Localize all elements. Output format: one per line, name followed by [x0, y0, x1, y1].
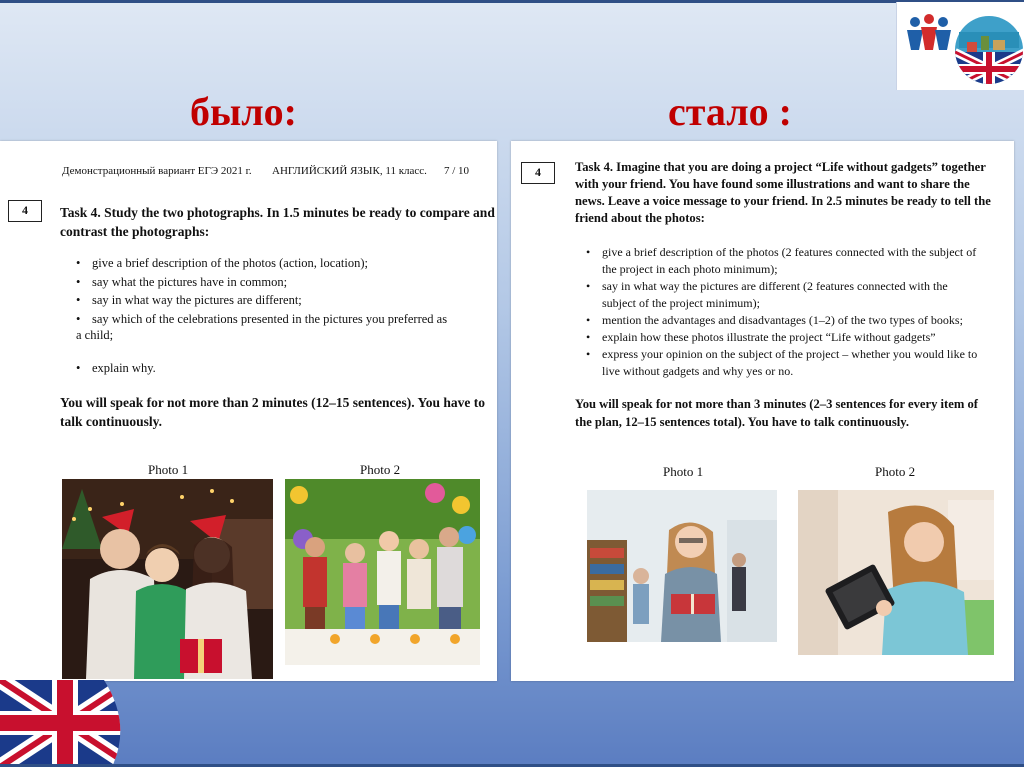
task-title-line2: contrast the photographs:: [60, 224, 210, 239]
speak-instruction-line1: You will speak for not more than 3 minutes (2–3 sentences for every item of: [575, 397, 978, 411]
uk-flag-icon: [0, 680, 132, 767]
heading-before: было:: [190, 89, 297, 134]
speak-instruction-line2: talk continuously.: [60, 414, 163, 429]
task-title-line4: friend about the photos:: [575, 211, 705, 225]
photo2-caption: Photo 2: [875, 464, 916, 479]
task-number-box: 4: [8, 200, 42, 222]
bullet-text: give a brief description of the photos (2 features connected with the subject of: [602, 245, 977, 259]
bullet-continuation: a child;: [76, 328, 114, 342]
bullet-item: • say in what way the pictures are different;: [76, 291, 476, 310]
task-bullets: [586, 244, 1006, 380]
bullet-item: • explain why.: [76, 359, 476, 378]
photo-library-reader: [587, 490, 777, 642]
bullet-item: • give a brief description of the photos (action, location);: [76, 254, 476, 273]
bullet-text-cont: live without gadgets and why yes or no.: [602, 364, 794, 378]
photo1-caption: Photo 1: [148, 462, 189, 477]
photo1-caption: Photo 1: [663, 464, 704, 479]
bullet-text: express your opinion on the subject of the project – whether you would like to: [602, 347, 978, 361]
bullet-text-cont: subject of the project minimum);: [602, 296, 760, 310]
ege-english-logo-icon: [896, 2, 1024, 90]
bullet-text: mention the advantages and disadvantages (1–2) of the two types of books;: [602, 313, 963, 327]
task-title-line2: with your friend. You have found some illustrations and want to share the: [575, 177, 970, 191]
photo-christmas-family: [62, 479, 273, 679]
task-title-line1: Task 4. Study the two photographs. In 1.5 minutes be ready to compare and: [60, 205, 495, 220]
bullet-item: [586, 312, 1006, 329]
bullet-item: • say which of the celebrations presented in the pictures you preferred as: [76, 310, 476, 329]
bullet-item: [586, 244, 1006, 278]
bullet-item: • say what the pictures have in common;: [76, 273, 476, 292]
task-bullets: [76, 254, 476, 328]
task-title-line1: Task 4. Imagine that you are doing a project “Life without gadgets” together: [575, 160, 986, 174]
speak-instruction-line2: the plan, 12–15 sentences total). You have to talk continuously.: [575, 415, 909, 429]
page-number: 7 / 10: [444, 165, 470, 177]
panel-after: [511, 141, 1014, 681]
top-accent-line: [0, 0, 1024, 3]
photo2-caption: Photo 2: [360, 462, 401, 477]
bullet-item: [586, 329, 1006, 346]
task-number-box: 4: [521, 162, 555, 184]
bullet-text-cont: the project in each photo minimum);: [602, 262, 778, 276]
photo-tablet-reader: [798, 490, 994, 655]
photo-kids-party: [285, 479, 480, 665]
speak-instruction-line1: You will speak for not more than 2 minutes (12–15 sentences). You have to: [60, 395, 486, 410]
bullet-text: say in what way the pictures are different (2 features connected with the: [602, 279, 948, 293]
heading-after: стало :: [668, 89, 793, 134]
bullet-item: [586, 346, 1006, 380]
bullet-item: [586, 278, 1006, 312]
exam-variant-label: Демонстрационный вариант ЕГЭ 2021 г.: [62, 165, 252, 177]
exam-subject-label: АНГЛИЙСКИЙ ЯЗЫК, 11 класс.: [272, 165, 427, 177]
panel-before: [0, 141, 497, 681]
task-title-line3: news. Leave a voice message to your friend. In 2.5 minutes be ready to tell the: [575, 194, 991, 208]
task-bullets-end: [76, 359, 476, 378]
bullet-text: explain how these photos illustrate the project “Life without gadgets”: [602, 330, 936, 344]
